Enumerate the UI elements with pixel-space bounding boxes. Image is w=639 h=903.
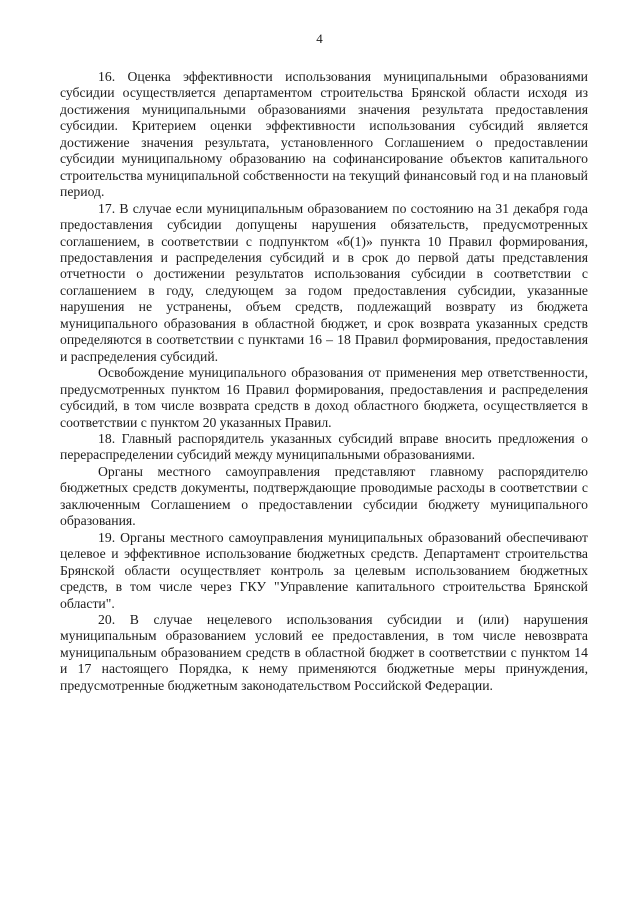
paragraph-19: 19. Органы местного самоуправления муниципальных образований обеспечивают целевое и эффективное использование бюджетных средств. Департамент строительства Брянской области осуществляет контроль за целевым использованием бюджетных средств, в том числе через ГКУ "Управление капитального строительства Брянской области". [60,529,588,611]
paragraph-16: 16. Оценка эффективности использования муниципальными образованиями субсидии осуществляется департаментом строительства Брянской области исходя из достижения муниципальными образованиями значения результата предоставления субсидии. Критерием оценки эффективности использования субсидий является достижение значения результата, установленного Соглашением о предоставлении субсидии муниципальному образованию на софинансирование объектов капитального строительства муниципальной собственности на текущий финансовый год и на плановый период. [60,69,588,200]
page-number: 4 [316,31,323,46]
paragraph-18-documents: Органы местного самоуправления представляют главному распорядителю бюджетных средств документы, подтверждающие проводимые расходы в соответствии с заключенным Соглашением о предоставлении субсидии бюджету муниципального образования. [60,463,588,529]
paragraph-20: 20. В случае нецелевого использования субсидии и (или) нарушения муниципальным образованием условий ее предоставления, в том числе невозврата муниципальным образованием средств в областной бюджет в соответствии с пунктом 14 и 17 настоящего Порядка, к нему применяются бюджетные меры принуждения, предусмотренные бюджетным законодательством Российской Федерации. [60,611,588,693]
paragraph-17: 17. В случае если муниципальным образованием по состоянию на 31 декабря года предоставления субсидии допущены нарушения обязательств, предусмотренных соглашением, в соответствии с подпунктом «б(1)» пункта 10 Правил формирования, предоставления и распределения субсидий и в срок до первой даты представления отчетности о достижении результатов использования субсидии в соответствии с соглашением в году, следующем за годом предоставления субсидии, указанные нарушения не устранены, объем средств, подлежащий возврату из бюджета муниципального образования в областной бюджет, и срок возврата указанных средств определяются в соответствии с пунктами 16 – 18 Правил формирования, предоставления и распределения субсидий. [60,200,588,364]
paragraph-17-exemption: Освобождение муниципального образования от применения мер ответственности, предусмотренных пунктом 16 Правил формирования, предоставления и распределения субсидий, в том числе возврата средств в доход областного бюджета, осуществляется в соответствии с пунктом 20 указанных Правил. [60,365,588,430]
document-body [60,69,588,694]
paragraph-18: 18. Главный распорядитель указанных субсидий вправе вносить предложения о перераспределении субсидий между муниципальными образованиями. [60,430,588,463]
